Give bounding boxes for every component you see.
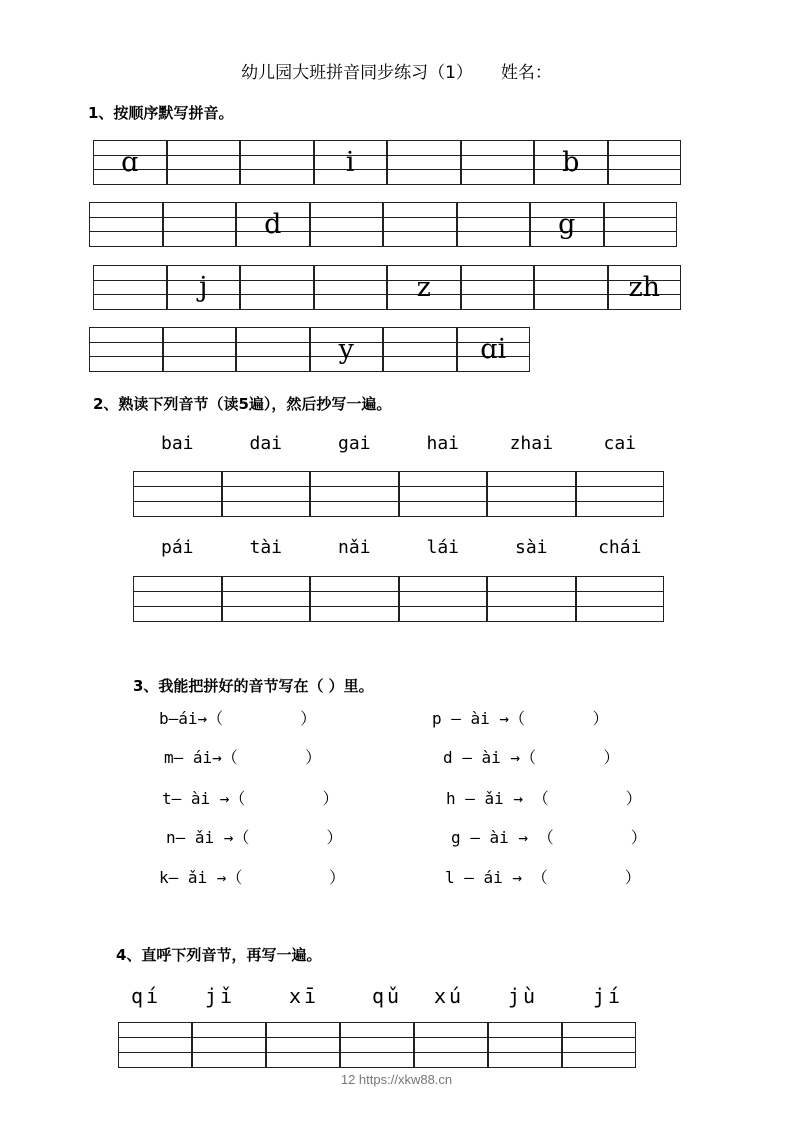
syllable-label: zhai [509, 433, 553, 454]
pinyin-cell[interactable] [236, 202, 310, 247]
syllable-label: pái [160, 537, 194, 558]
spelling-exercise: b—ái→（ ） [159, 709, 317, 728]
pinyin-cell[interactable] [383, 202, 457, 247]
cell-letter [384, 328, 456, 371]
pinyin-cell[interactable] [457, 327, 531, 372]
copy-cell[interactable] [487, 576, 576, 622]
cell-letter [164, 203, 236, 246]
copy-cell[interactable] [414, 1022, 488, 1068]
cell-letter: d [264, 209, 282, 240]
spelling-exercise: d — ài →（ ） [443, 748, 620, 767]
copy-cell[interactable] [222, 576, 311, 622]
pinyin-cell[interactable] [236, 327, 310, 372]
syllable-label: xī [289, 984, 320, 1008]
pinyin-cell[interactable] [93, 140, 167, 185]
cell-letter: ɑi [480, 334, 507, 365]
cell-letter: zh [628, 272, 661, 303]
spelling-exercise: l — ái → （ ） [445, 868, 641, 887]
cell-letter [315, 266, 387, 309]
pinyin-cell[interactable] [457, 202, 531, 247]
pinyin-cell[interactable] [163, 327, 237, 372]
spelling-exercise: m— ái→（ ） [164, 748, 322, 767]
cell-letter [462, 266, 534, 309]
syllable-label: xú [434, 984, 465, 1008]
spelling-exercise: h — ǎi → （ ） [446, 789, 642, 808]
copy-cell[interactable] [222, 471, 311, 517]
pinyin-cell[interactable] [461, 140, 535, 185]
cell-letter [168, 141, 240, 184]
copy-cell[interactable] [133, 576, 222, 622]
copy-cell[interactable] [118, 1022, 192, 1068]
syllable-label: gai [337, 433, 371, 454]
syllable-label: qí [131, 984, 162, 1008]
cell-letter [609, 141, 681, 184]
spelling-exercise: g — ài → （ ） [451, 828, 647, 847]
copy-cell[interactable] [310, 576, 399, 622]
cell-letter [458, 203, 530, 246]
cell-letter: i [345, 147, 355, 178]
copy-cell[interactable] [562, 1022, 636, 1068]
syllable-label: dai [249, 433, 282, 454]
page-footer: 12 https://xkw88.cn [340, 1072, 453, 1087]
pinyin-cell[interactable] [534, 265, 608, 310]
copy-cell[interactable] [133, 471, 222, 517]
pinyin-cell[interactable] [240, 140, 314, 185]
syllable-label: qǔ [372, 984, 403, 1008]
syllable-label: nǎi [337, 537, 371, 558]
cell-letter: b [562, 147, 580, 178]
q3-heading: 3、我能把拼好的音节写在（ ）里。 [133, 677, 374, 695]
syllable-label: cai [603, 433, 636, 454]
copy-cell[interactable] [488, 1022, 562, 1068]
pinyin-cell[interactable] [387, 140, 461, 185]
pinyin-cell[interactable] [604, 202, 678, 247]
copy-cell[interactable] [576, 576, 665, 622]
pinyin-cell[interactable] [387, 265, 461, 310]
cell-letter: g [558, 209, 576, 240]
cell-letter [94, 266, 166, 309]
cell-letter [535, 266, 607, 309]
pinyin-cell[interactable] [461, 265, 535, 310]
cell-letter: ɑ [121, 147, 139, 178]
cell-letter [241, 141, 313, 184]
copy-cell[interactable] [192, 1022, 266, 1068]
cell-letter: j [199, 272, 208, 303]
cell-letter [388, 141, 460, 184]
cell-letter: y [338, 334, 354, 365]
cell-letter [90, 203, 162, 246]
pinyin-cell[interactable] [310, 327, 384, 372]
q1-heading: 1、按顺序默写拼音。 [88, 104, 234, 122]
cell-letter [241, 266, 313, 309]
spelling-exercise: p — ài →（ ） [432, 709, 609, 728]
page-title [0, 58, 793, 83]
copy-cell[interactable] [487, 471, 576, 517]
copy-cell[interactable] [576, 471, 665, 517]
syllable-label: hai [426, 433, 459, 454]
pinyin-cell[interactable] [608, 265, 682, 310]
syllable-label: sài [514, 537, 548, 558]
cell-letter: z [416, 272, 431, 303]
syllable-label: jù [508, 984, 539, 1008]
spelling-exercise: k— ǎi →（ ） [159, 868, 346, 887]
pinyin-cell[interactable] [314, 140, 388, 185]
pinyin-cell[interactable] [167, 265, 241, 310]
syllable-label: lái [426, 537, 459, 558]
pinyin-cell[interactable] [89, 327, 163, 372]
syllable-label: bai [160, 433, 194, 454]
pinyin-cell[interactable] [534, 140, 608, 185]
cell-letter [462, 141, 534, 184]
pinyin-cell[interactable] [240, 265, 314, 310]
cell-letter [237, 328, 309, 371]
pinyin-cell[interactable] [89, 202, 163, 247]
syllable-label: jǐ [205, 984, 236, 1008]
spelling-exercise: n— ǎi →（ ） [166, 828, 343, 847]
syllable-label: chái [598, 537, 642, 558]
pinyin-cell[interactable] [383, 327, 457, 372]
spelling-exercise: t— ài →（ ） [162, 789, 339, 808]
cell-letter [164, 328, 236, 371]
pinyin-cell[interactable] [608, 140, 682, 185]
copy-cell[interactable] [399, 471, 488, 517]
q2-heading: 2、熟读下列音节（读5遍），然后抄写一遍。 [93, 395, 392, 413]
pinyin-cell[interactable] [314, 265, 388, 310]
pinyin-cell[interactable] [167, 140, 241, 185]
pinyin-cell[interactable] [93, 265, 167, 310]
pinyin-cell[interactable] [530, 202, 604, 247]
q4-heading: 4、直呼下列音节，再写一遍。 [116, 946, 322, 964]
worksheet-title: 幼儿园大班拼音同步练习（1） [241, 63, 473, 83]
copy-cell[interactable] [340, 1022, 414, 1068]
copy-cell[interactable] [266, 1022, 340, 1068]
syllable-label: tài [249, 537, 282, 558]
cell-letter [605, 203, 677, 246]
copy-cell[interactable] [310, 471, 399, 517]
cell-letter [384, 203, 456, 246]
name-label: 姓名： [500, 63, 552, 83]
syllable-label: jí [593, 984, 624, 1008]
pinyin-cell[interactable] [310, 202, 384, 247]
cell-letter [311, 203, 383, 246]
pinyin-cell[interactable] [163, 202, 237, 247]
copy-cell[interactable] [399, 576, 488, 622]
cell-letter [90, 328, 162, 371]
